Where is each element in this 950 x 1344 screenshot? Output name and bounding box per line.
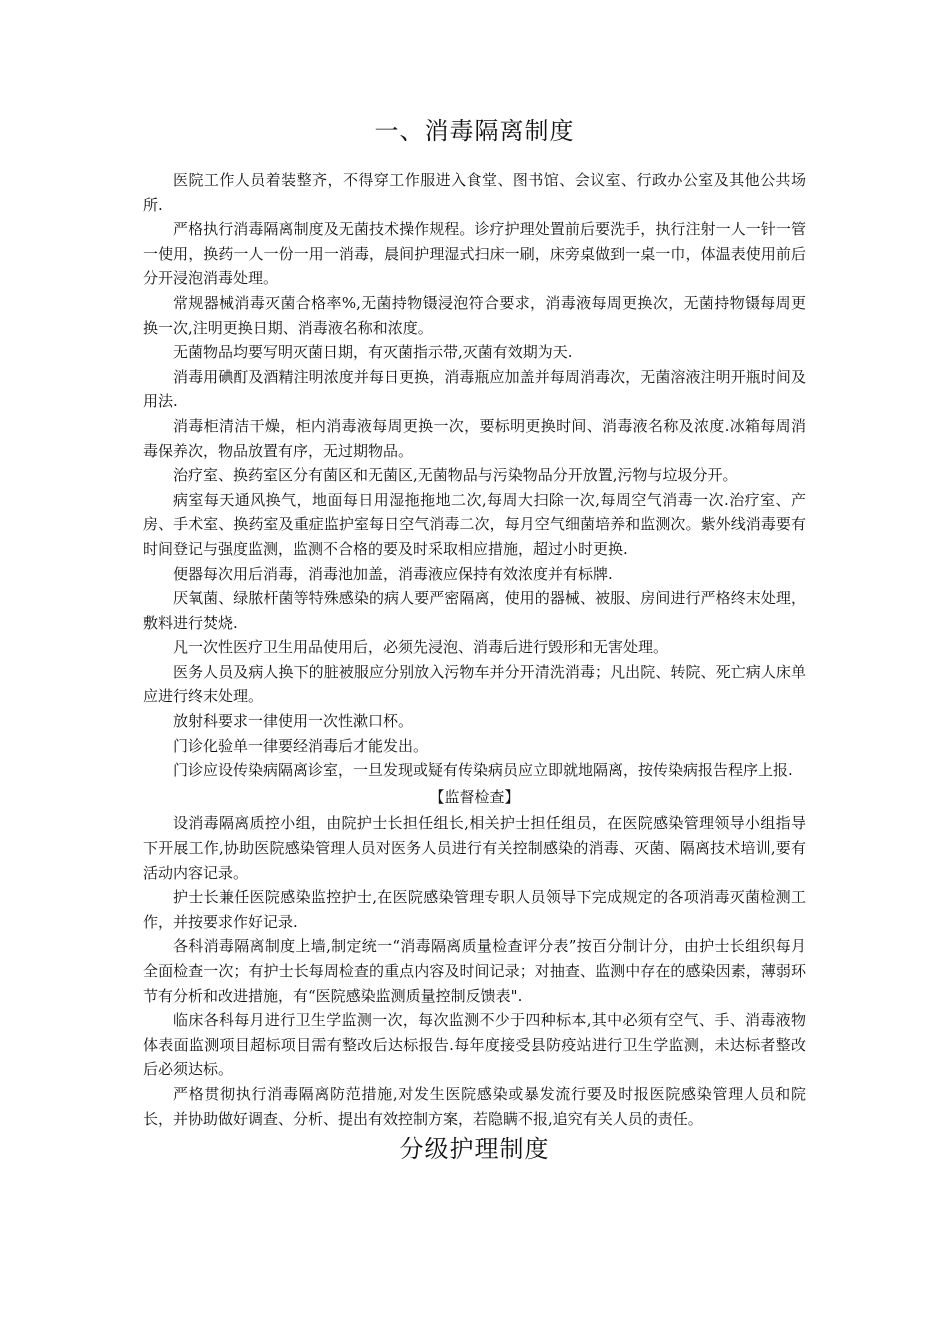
paragraph: 门诊应设传染病隔离诊室，一旦发现或疑有传染病员应立即就地隔离，按传染病报告程序上报.: [173, 761, 793, 780]
section-title: 一、消毒隔离制度: [374, 117, 575, 145]
paragraph: 医务人员及病人换下的脏被服应分别放入污物车并分开清洗消毒；凡出院、转院、死亡病人床单应进行终末处理。: [143, 662, 806, 706]
paragraph: 严格执行消毒隔离制度及无菌技术操作规程。诊疗护理处置前后要洗手，执行注射一人一针一管一使用，换药一人一份一用一消毒，晨间护理湿式扫床一刷，床旁桌做到一桌一巾，体温表使用前后分开浸泡消毒处理。: [143, 220, 806, 288]
paragraph: 凡一次性医疗卫生用品使用后，必须先浸泡、消毒后进行毁形和无害处理。: [173, 638, 669, 657]
paragraph: 门诊化验单一律要经消毒后才能发出。: [173, 736, 429, 755]
paragraph: 消毒用碘酊及酒精注明浓度并每日更换，消毒瓶应加盖并每周消毒次，无菌溶液注明开瓶时间及用法.: [143, 367, 806, 411]
paragraph: 病室每天通风换气，地面每日用湿拖拖地二次,每周大扫除一次,每周空气消毒一次.治疗室、产房、手术室、换药室及重症监护室每日空气消毒二次，每月空气细菌培养和监测次。紫外线消毒要有时间登记与强度监测，监测不合格的要及时采取相应措施，超过小时更换.: [143, 490, 806, 558]
supervision-paragraph: 护士长兼任医院感染监控护士,在医院感染管理专职人员领导下完成规定的各项消毒灭菌检测工作，并按要求作好记录.: [143, 888, 806, 931]
paragraph: 厌氧菌、绿脓杆菌等特殊感染的病人要严密隔离，使用的器械、被服、房间进行严格终末处理，敷料进行焚烧.: [143, 589, 806, 632]
next-section-title: 分级护理制度: [399, 1135, 550, 1164]
supervision-paragraph: 设消毒隔离质控小组，由院护士长担任组长,相关护士担任组员，在医院感染管理领导小组指导下开展工作,协助医院感染管理人员对医务人员进行有关控制感染的消毒、灭菌、隔离技术培训,要有活动内容记录。: [143, 814, 806, 882]
paragraph: 治疗室、换药室区分有菌区和无菌区,无菌物品与污染物品分开放置,污物与垃圾分开。: [173, 466, 738, 485]
paragraph: 无菌物品均要写明灭菌日期，有灭菌指示带,灭菌有效期为天.: [173, 343, 573, 362]
paragraph: 常规器械消毒灭菌合格率%,无菌持物镊浸泡符合要求，消毒液每周更换次，无菌持物镊每周更换一次,注明更换日期、消毒液名称和浓度。: [143, 293, 806, 337]
paragraph: 放射科要求一律使用一次性漱口杯。: [173, 712, 414, 731]
supervision-paragraph: 各科消毒隔离制度上墙,制定统一“消毒隔离质量检查评分表”按百分制计分，由护士长组织每月全面检查一次；有护士长每周检查的重点内容及时间记录；对抽查、监测中存在的感染因素，薄弱环节有分析和改进措施，有“医院感染监测质量控制反馈表".: [143, 937, 806, 1005]
paragraph: 便器每次用后消毒，消毒池加盖，消毒液应保持有效浓度并有标牌.: [173, 564, 613, 583]
supervision-paragraph: 严格贯彻执行消毒隔离防范措施,对发生医院感染或暴发流行要及时报医院感染管理人员和院长，并协助做好调查、分析、提出有效控制方案，若隐瞒不报,追究有关人员的责任。: [143, 1084, 806, 1128]
supervision-subheading: 【监督检查】: [429, 787, 520, 806]
paragraph: 医院工作人员着装整齐，不得穿工作服进入食堂、图书馆、会议室、行政办公室及其他公共场所.: [143, 171, 806, 214]
supervision-paragraph: 临床各科每月进行卫生学监测一次，每次监测不少于四种标本,其中必须有空气、手、消毒液物体表面监测项目超标项目需有整改后达标报告.每年度接受县防疫站进行卫生学监测，未达标者整改后必须达标。: [143, 1011, 806, 1079]
paragraph: 消毒柜清洁干燥，柜内消毒液每周更换一次，要标明更换时间、消毒液名称及浓度.冰箱每周消毒保养次，物品放置有序，无过期物品。: [143, 416, 806, 460]
document-body: [143, 116, 806, 1165]
